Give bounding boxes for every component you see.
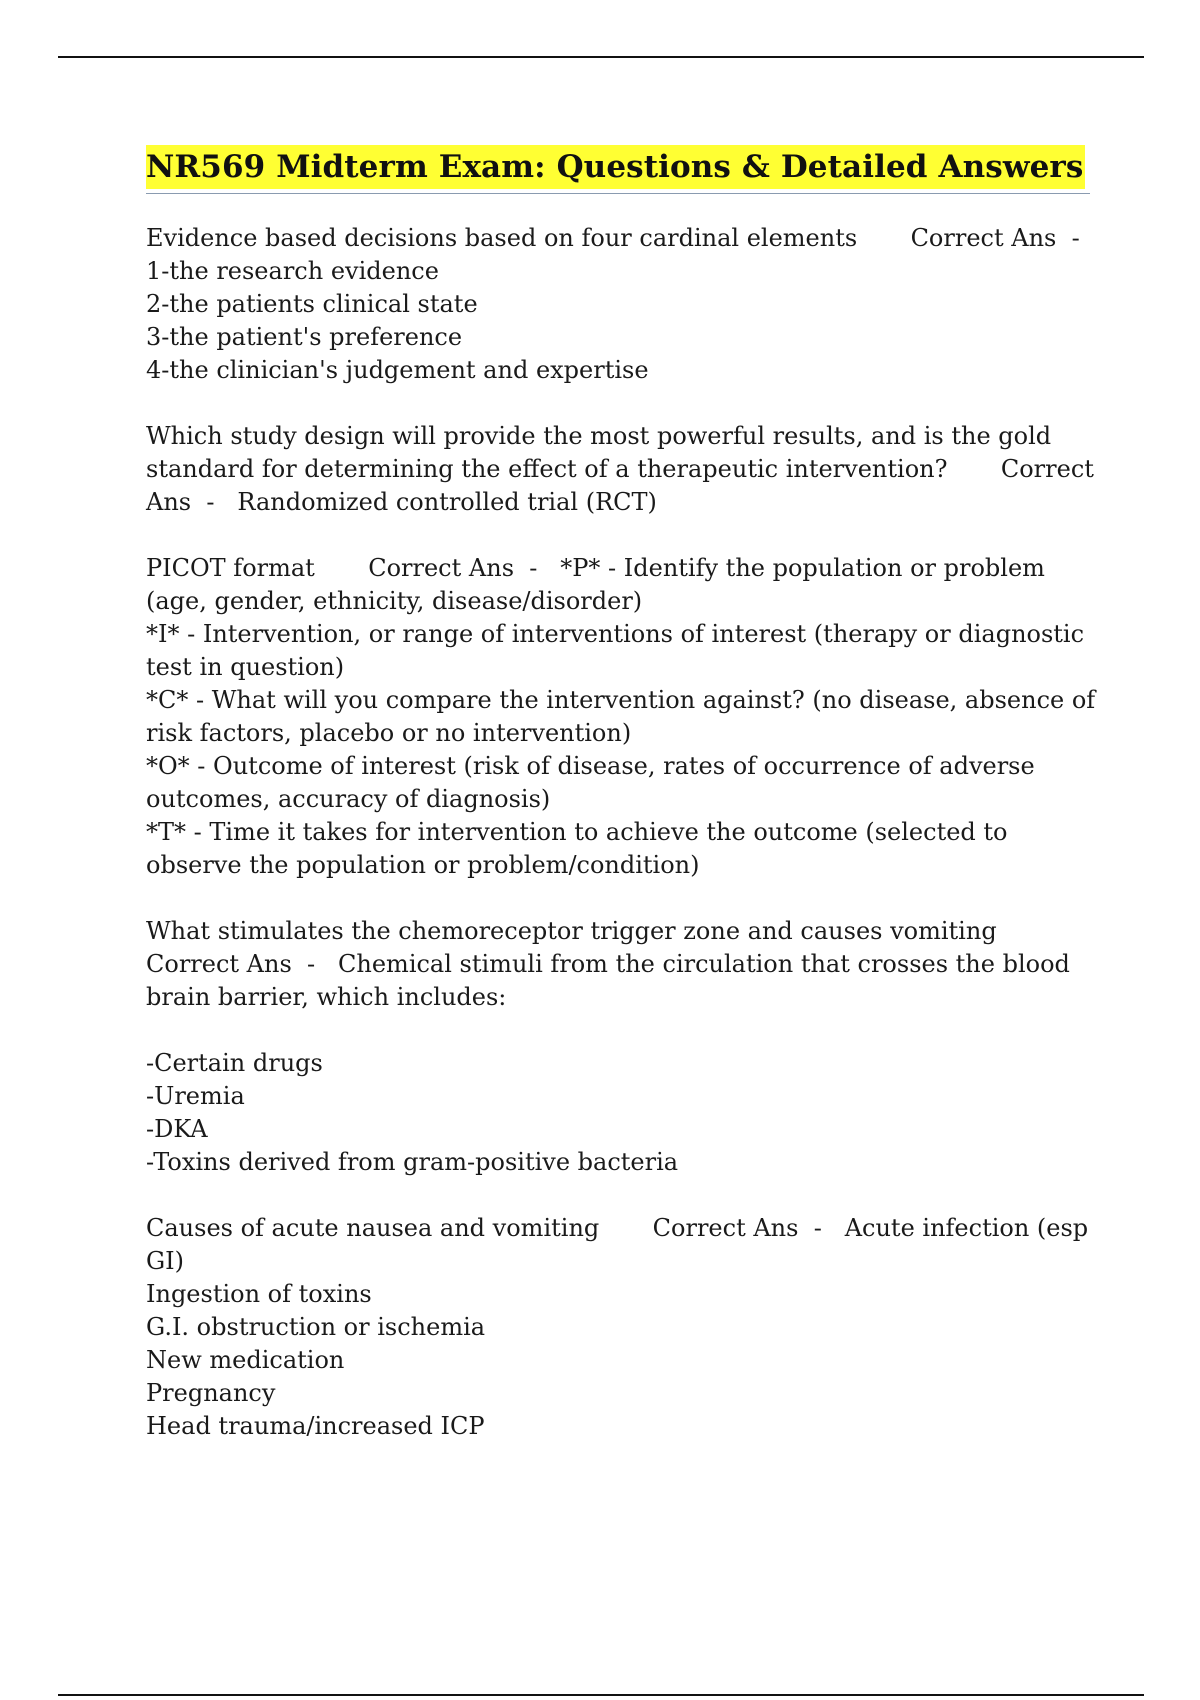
qa-item: [146, 222, 1090, 387]
qa-line: -Uremia: [146, 1082, 245, 1110]
document-body: [146, 145, 1096, 1476]
qa-list: [146, 222, 1096, 1443]
qa-line: outcomes, accuracy of diagnosis): [146, 785, 551, 813]
qa-line: 3-the patient's preference: [146, 323, 463, 351]
title-block: [146, 145, 1090, 194]
qa-line: (age, gender, ethnicity, disease/disorder): [146, 587, 643, 615]
qa-line: -Toxins derived from gram-positive bacteria: [146, 1148, 679, 1176]
qa-line: -DKA: [146, 1115, 208, 1143]
qa-line: What stimulates the chemoreceptor trigger zone and causes vomiting: [146, 917, 997, 945]
qa-line: 2-the patients clinical state: [146, 290, 478, 318]
qa-line: New medication: [146, 1346, 345, 1374]
qa-line: *T* - Time it takes for intervention to achieve the outcome (selected to: [146, 818, 1008, 846]
qa-line: -Certain drugs: [146, 1049, 323, 1077]
qa-line: Causes of acute nausea and vomiting Correct Ans - Acute infection (esp: [146, 1214, 1089, 1242]
qa-line: 1-the research evidence: [146, 257, 439, 285]
qa-line: *C* - What will you compare the intervention against? (no disease, absence of: [146, 686, 1096, 714]
qa-line: Evidence based decisions based on four cardinal elements Correct Ans -: [146, 224, 1080, 252]
qa-line: Correct Ans - Chemical stimuli from the circulation that crosses the blood: [146, 950, 1070, 978]
qa-item: [146, 1212, 1090, 1443]
qa-line: Ingestion of toxins: [146, 1280, 372, 1308]
qa-line: Head trauma/increased ICP: [146, 1412, 485, 1440]
qa-line: standard for determining the effect of a therapeutic intervention? Correct: [146, 455, 1094, 483]
qa-line: *O* - Outcome of interest (risk of disease, rates of occurrence of adverse: [146, 752, 1035, 780]
qa-line: Pregnancy: [146, 1379, 276, 1407]
qa-line: test in question): [146, 653, 345, 681]
qa-item: [146, 420, 1094, 519]
qa-line: Ans - Randomized controlled trial (RCT): [146, 488, 657, 516]
qa-line: 4-the clinician's judgement and expertise: [146, 356, 649, 384]
document-title: NR569 Midterm Exam: Questions & Detailed Answers: [146, 145, 1085, 189]
header-rule: [58, 56, 1144, 58]
qa-line: risk factors, placebo or no intervention): [146, 719, 632, 747]
qa-item: [146, 915, 1090, 1179]
qa-line: *I* - Intervention, or range of interventions of interest (therapy or diagnostic: [146, 620, 1085, 648]
qa-line: observe the population or problem/condition): [146, 851, 700, 879]
qa-item: [146, 552, 1096, 882]
qa-line: G.I. obstruction or ischemia: [146, 1313, 486, 1341]
blank-line: [146, 1014, 1090, 1047]
qa-line: PICOT format Correct Ans - *P* - Identify the population or problem: [146, 554, 1045, 582]
qa-line: brain barrier, which includes:: [146, 983, 507, 1011]
footer-rule: [58, 1694, 1144, 1696]
qa-line: GI): [146, 1247, 185, 1275]
qa-line: Which study design will provide the most powerful results, and is the gold: [146, 422, 1052, 450]
